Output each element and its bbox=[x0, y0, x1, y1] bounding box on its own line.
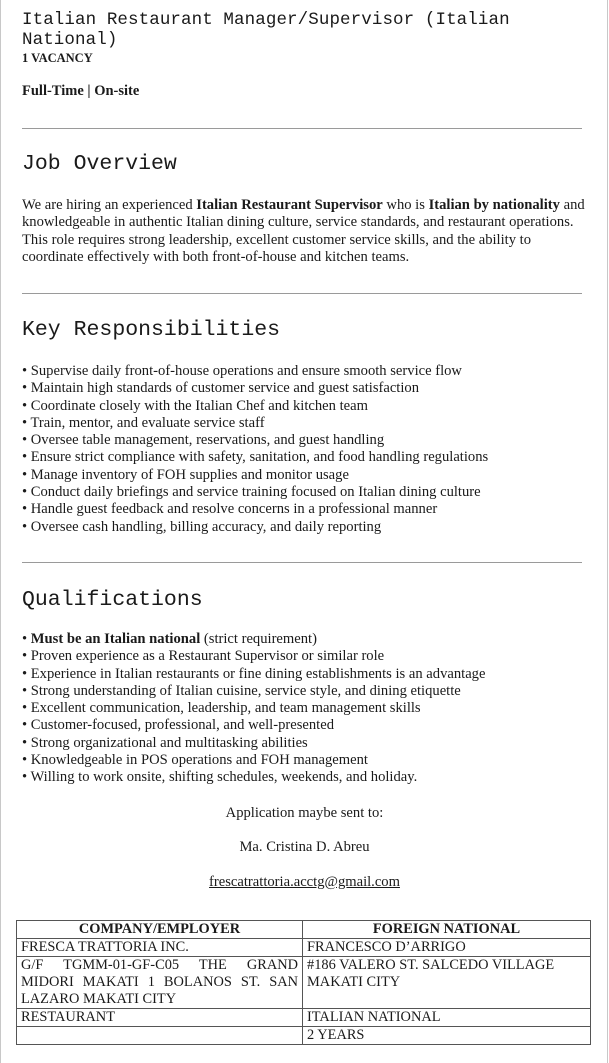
list-item: • Oversee cash handling, billing accuracy, and daily reporting bbox=[22, 518, 382, 535]
employment-details-table bbox=[16, 920, 591, 1045]
list-item: • Strong organizational and multitasking abilities bbox=[22, 734, 308, 751]
job-overview-heading: Job Overview bbox=[22, 152, 177, 176]
contact-email-container bbox=[0, 874, 609, 891]
table-cell: #186 VALERO ST. SALCEDO VILLAGE MAKATI CITY bbox=[303, 957, 591, 1009]
page-border-right bbox=[607, 0, 608, 1063]
overview-text-part: We are hiring an experienced bbox=[22, 197, 197, 213]
divider bbox=[22, 562, 582, 563]
table-cell bbox=[17, 1027, 303, 1045]
table-row bbox=[17, 1009, 591, 1027]
table-cell: FRANCESCO D’ARRIGO bbox=[303, 939, 591, 957]
column-header: COMPANY/EMPLOYER bbox=[17, 921, 303, 939]
application-intro: Application maybe sent to: bbox=[225, 805, 384, 821]
vacancy-count: 1 VACANCY bbox=[22, 51, 93, 65]
list-item: • Ensure strict compliance with safety, sanitation, and food handling regulations bbox=[22, 449, 489, 466]
column-header: FOREIGN NATIONAL bbox=[303, 921, 591, 939]
job-overview-text bbox=[22, 197, 588, 267]
list-item: • Customer-focused, professional, and well-presented bbox=[22, 717, 335, 734]
overview-bold-role: Italian Restaurant Supervisor bbox=[196, 197, 383, 213]
responsibilities-list bbox=[22, 363, 592, 536]
list-item: • Knowledgeable in POS operations and FOH management bbox=[22, 752, 368, 769]
overview-bold-nationality: Italian by nationality bbox=[428, 197, 560, 213]
nationality-requirement: Must be an Italian national bbox=[30, 631, 201, 647]
table-cell: FRESCA TRATTORIA INC. bbox=[17, 939, 303, 957]
table-cell: ITALIAN NATIONAL bbox=[303, 1009, 591, 1027]
list-item: • Proven experience as a Restaurant Supervisor or similar role bbox=[22, 648, 385, 665]
list-item: • Conduct daily briefings and service training focused on Italian dining culture bbox=[22, 484, 481, 501]
qualifications-heading: Qualifications bbox=[22, 588, 203, 612]
table-row bbox=[17, 957, 591, 1009]
divider bbox=[22, 293, 582, 294]
list-item bbox=[22, 631, 592, 648]
page-border-left bbox=[0, 0, 1, 1063]
list-item: • Strong understanding of Italian cuisine, service style, and dining etiquette bbox=[22, 682, 461, 699]
list-item: • Oversee table management, reservations, and guest handling bbox=[22, 432, 385, 449]
overview-text-part: who is bbox=[382, 197, 429, 213]
list-item: • Manage inventory of FOH supplies and monitor usage bbox=[22, 466, 349, 483]
table-cell: RESTAURANT bbox=[17, 1009, 303, 1027]
list-item: • Coordinate closely with the Italian Chef and kitchen team bbox=[22, 397, 368, 414]
table-cell: 2 YEARS bbox=[303, 1027, 591, 1045]
list-item: • Train, mentor, and evaluate service staff bbox=[22, 414, 265, 431]
list-item: • Experience in Italian restaurants or fine dining establishments is an advantage bbox=[22, 665, 486, 682]
table-row bbox=[17, 1027, 591, 1045]
list-item: • Excellent communication, leadership, and team management skills bbox=[22, 700, 421, 717]
key-responsibilities-heading: Key Responsibilities bbox=[22, 318, 281, 342]
list-item: • Willing to work onsite, shifting schedules, weekends, and holiday. bbox=[22, 769, 418, 786]
table-cell: G/F TGMM-01-GF-C05 THE GRAND MIDORI MAKATI 1 BOLANOS ST. SAN LAZARO MAKATI CITY bbox=[17, 957, 303, 1009]
divider bbox=[22, 128, 582, 129]
table-header-row bbox=[17, 921, 591, 939]
table-row bbox=[17, 939, 591, 957]
contact-name: Ma. Cristina D. Abreu bbox=[239, 839, 370, 855]
contact-email-link[interactable]: frescatrattoria.acctg@gmail.com bbox=[209, 874, 400, 890]
list-item: • Handle guest feedback and resolve concerns in a professional manner bbox=[22, 501, 438, 518]
list-item: • Maintain high standards of customer service and guest satisfaction bbox=[22, 380, 420, 397]
list-item: • Supervise daily front-of-house operations and ensure smooth service flow bbox=[22, 363, 462, 379]
overview-text-part: and knowledgeable in authentic Italian dining culture, service standards, and restaurant operations. This role requires strong leadership, excellent customer service skills, and the ability to coordinate effectively with both front-of-house and kitchen teams. bbox=[22, 197, 585, 266]
requirement-note: (strict requirement) bbox=[200, 631, 317, 647]
bullet: • bbox=[22, 631, 31, 647]
qualifications-list bbox=[22, 631, 592, 787]
work-type: Full-Time | On-site bbox=[22, 83, 140, 99]
job-title: Italian Restaurant Manager/Supervisor (Italian National) bbox=[22, 10, 510, 50]
